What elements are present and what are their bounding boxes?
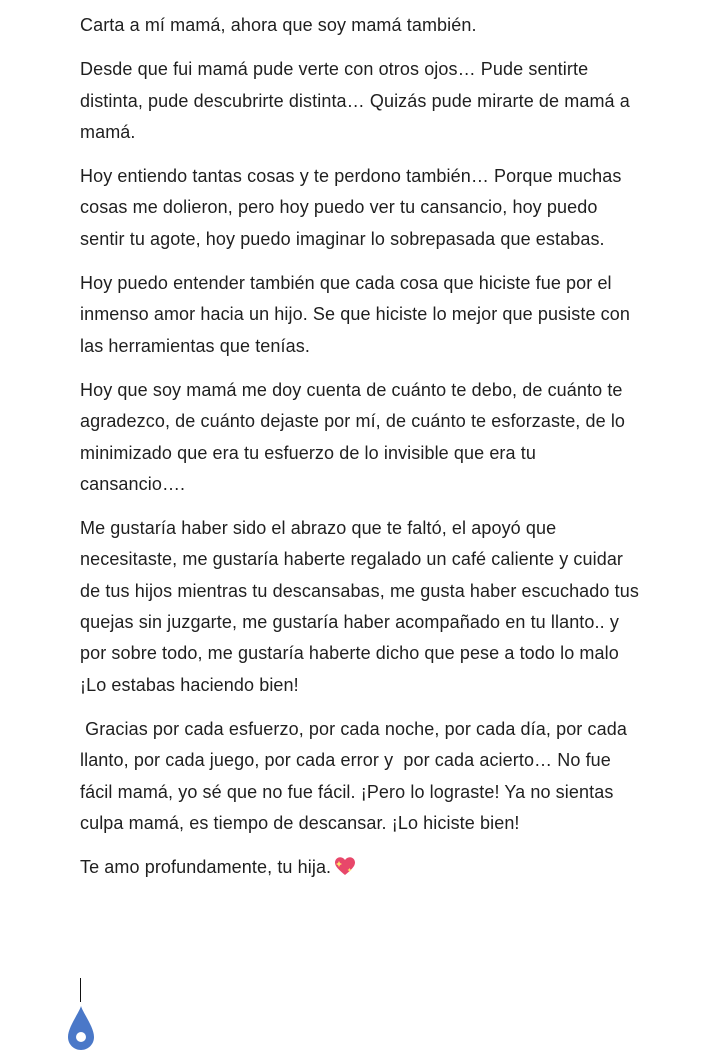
sparkling-heart-icon: [334, 855, 356, 886]
paragraph: Hoy que soy mamá me doy cuenta de cuánto te debo, de cuánto te agradezco, de cuánto dejaste por mí, de cuánto te esforzaste, de lo minimizado que era tu esfuerzo de lo invisible que era tu cansancio….: [80, 379, 631, 494]
cursor-selection-handle[interactable]: [66, 1005, 96, 1051]
closing-line: [80, 852, 645, 886]
paragraph: Gracias por cada esfuerzo, por cada noche, por cada día, por cada llanto, por cada juego, por cada error y por cada acierto… No fue fácil mamá, yo sé que no fue fácil. ¡Pero lo lograste! Ya no sientas culpa mamá, es tiempo de descansar. ¡Lo hiciste bien!: [80, 718, 633, 833]
paragraph: Hoy puedo entender también que cada cosa que hiciste fue por el inmenso amor hacia un hijo. Se que hiciste lo mejor que pusiste con las herramientas que tenías.: [80, 273, 636, 356]
paragraph-title: Carta a mí mamá, ahora que soy mamá también.: [80, 15, 477, 35]
text-cursor: [80, 978, 81, 1002]
paragraph: Me gustaría haber sido el abrazo que te faltó, el apoyó que necesitaste, me gustaría haberte regalado un café caliente y cuidar de tus hijos mientras tu descansabas, me gusta haber escuchado tus quejas sin juzgarte, me gustaría haber acompañado en tu llanto.. y por sobre todo, me gustaría haberte dicho que pese a todo lo malo ¡Lo estabas haciendo bien!: [80, 518, 645, 695]
paragraph: Hoy entiendo tantas cosas y te perdono también… Porque muchas cosas me dolieron, pero hoy puedo ver tu cansancio, hoy puedo sentir tu agote, hoy puedo imaginar lo sobrepasada que estabas.: [80, 166, 627, 249]
document-body[interactable]: [80, 10, 645, 899]
closing-text: Te amo profundamente, tu hija.: [80, 857, 332, 878]
paragraph: Desde que fui mamá pude verte con otros ojos… Pude sentirte distinta, pude descubrirte distinta… Quizás pude mirarte de mamá a mamá.: [80, 59, 635, 142]
